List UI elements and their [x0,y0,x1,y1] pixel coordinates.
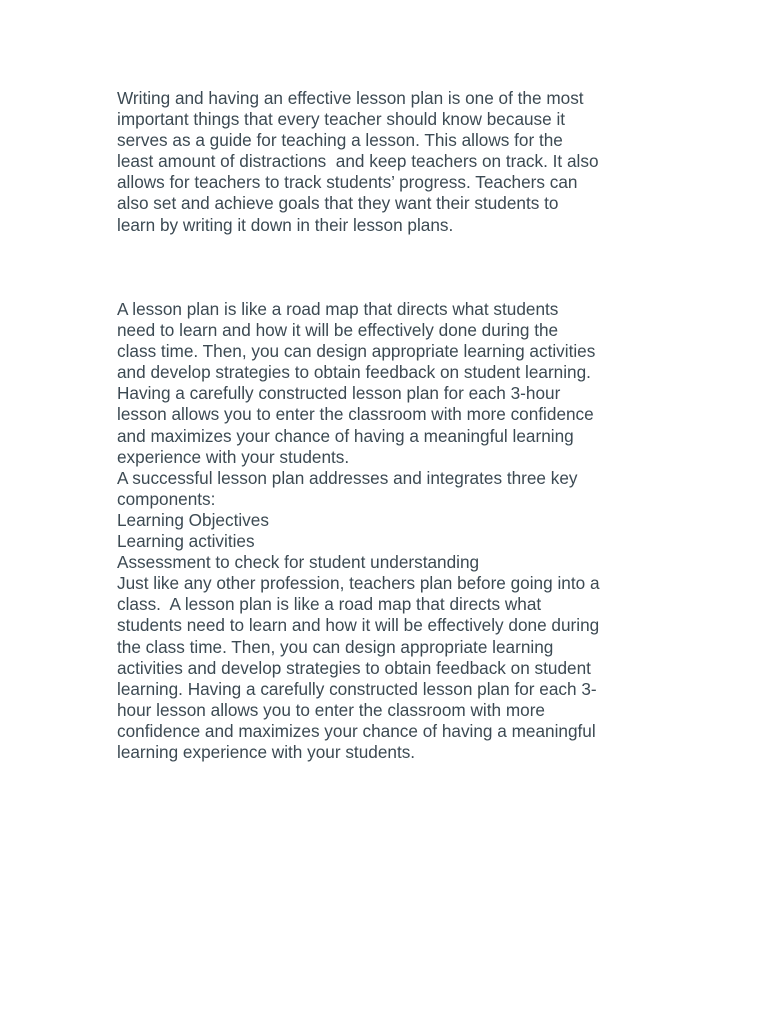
text-line: Writing and having an effective lesson plan is one of the most [117,88,584,108]
text-line: important things that every teacher should know because it [117,109,566,130]
text-line: learning experience with your students. [117,741,416,762]
text-line: learn by writing it down in their lesson plans. [117,214,454,235]
text-line: and maximizes your chance of having a meaningful learning [117,425,574,446]
text-line: class time. Then, you can design appropriate learning activities [117,341,596,362]
text-line: activities and develop strategies to obtain feedback on student [117,657,591,678]
text-line: A successful lesson plan addresses and integrates three key [117,467,578,488]
text-line: Just like any other profession, teachers plan before going into a [117,573,600,594]
list-item: Learning activities [117,531,255,552]
text-line: A lesson plan is like a road map that directs what students [117,299,559,319]
text-line: students need to learn and how it will be effectively done during [117,615,600,636]
text-line: need to learn and how it will be effectively done during the [117,320,559,341]
text-line: Having a carefully constructed lesson plan for each 3-hour [117,383,561,404]
text-line: the class time. Then, you can design appropriate learning [117,636,554,657]
text-line: least amount of distractions and keep teachers on track. It also [117,151,599,172]
text-line: hour lesson allows you to enter the classroom with more [117,699,545,720]
text-line: components: [117,488,216,509]
text-line: allows for teachers to track students’ progress. Teachers can [117,172,578,193]
paragraph-intro [117,88,657,236]
list-item: Learning Objectives [117,509,269,530]
text-line: lesson allows you to enter the classroom with more confidence [117,404,594,425]
text-line: class. A lesson plan is like a road map that directs what [117,594,542,615]
list-item: Assessment to check for student understanding [117,552,480,573]
text-line: learning. Having a carefully constructed lesson plan for each 3- [117,678,597,699]
text-line: confidence and maximizes your chance of having a meaningful [117,720,596,741]
paragraph-lesson-plan [117,299,657,763]
text-line: and develop strategies to obtain feedback on student learning. [117,362,591,383]
text-line: serves as a guide for teaching a lesson. This allows for the [117,130,563,151]
text-line: experience with your students. [117,446,350,467]
text-line: also set and achieve goals that they want their students to [117,193,559,214]
